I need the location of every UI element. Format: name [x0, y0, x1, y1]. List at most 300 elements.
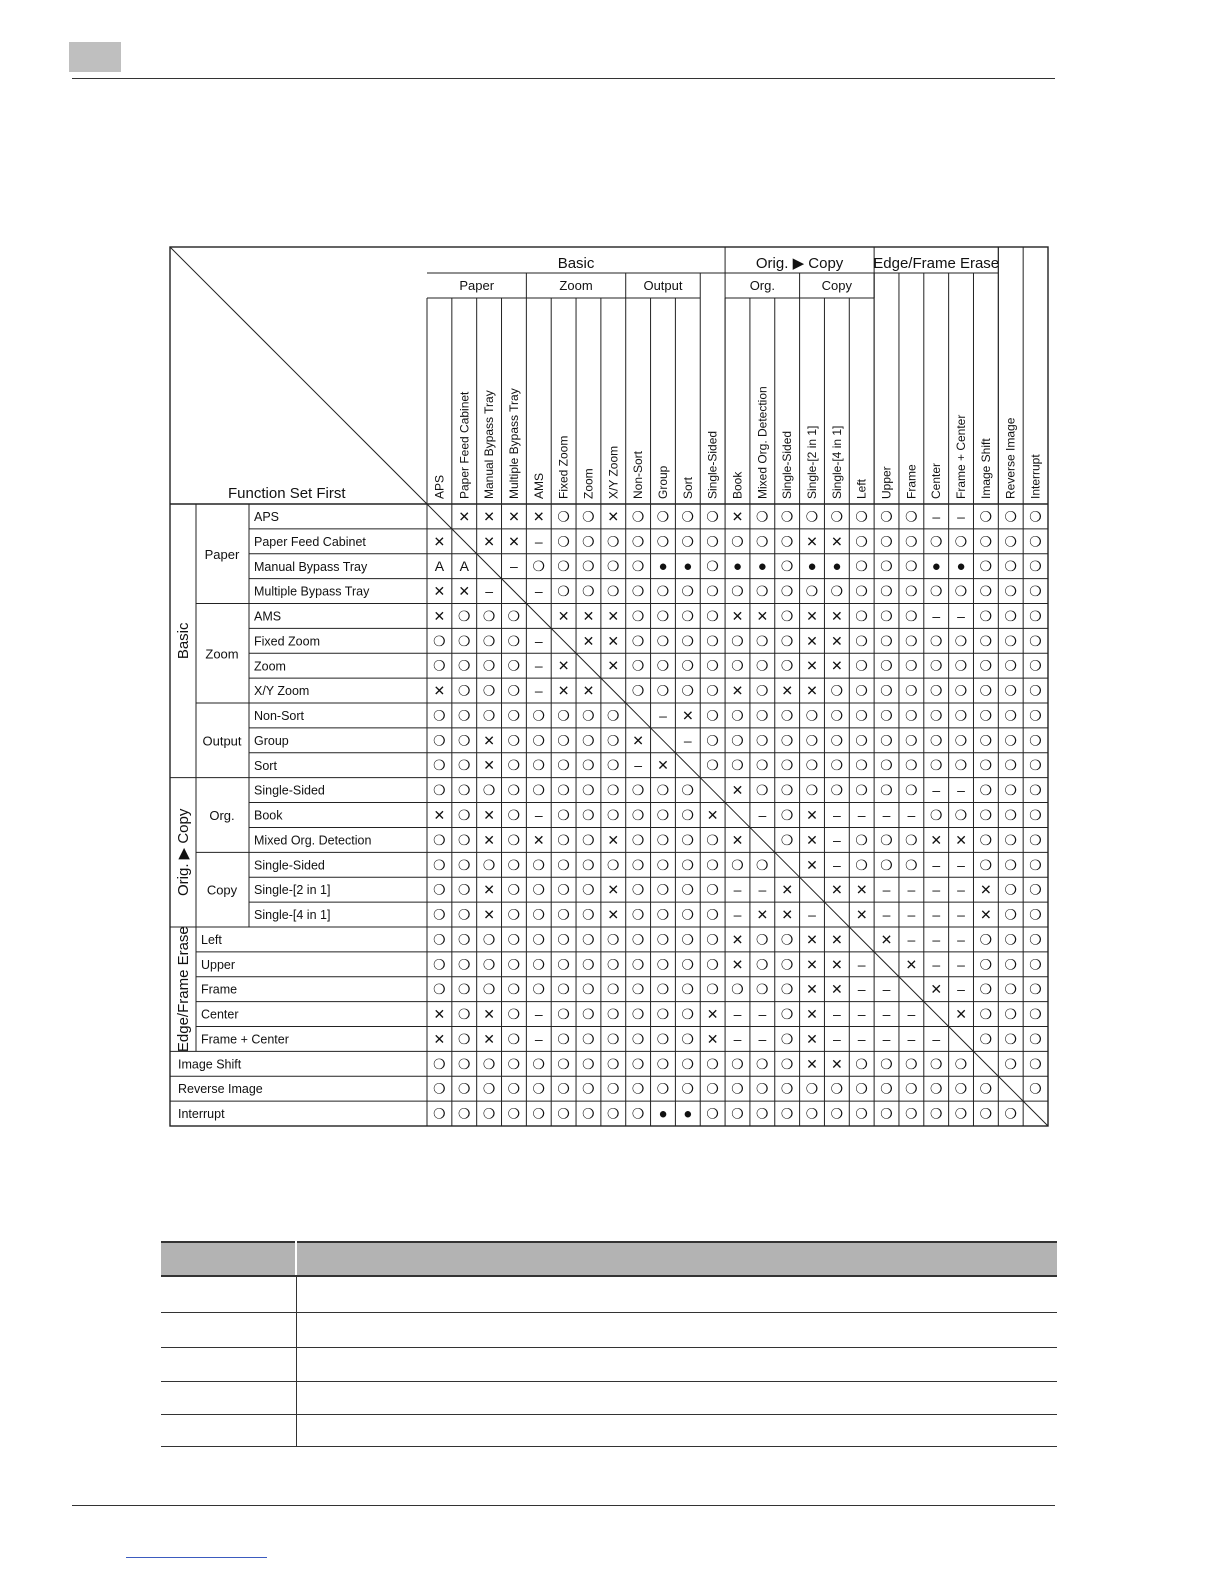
matrix-cell: ❍ — [979, 632, 993, 649]
matrix-cell: – — [534, 632, 543, 649]
matrix-cell: ❍ — [1029, 856, 1042, 873]
matrix-cell: ❍ — [905, 508, 918, 525]
column-header: Zoom — [581, 468, 596, 499]
matrix-cell: ✕ — [955, 831, 967, 848]
matrix-cell: ❍ — [954, 533, 968, 550]
matrix-cell: ❍ — [1004, 956, 1018, 973]
legend-row — [161, 1276, 1057, 1312]
matrix-cell: ✕ — [830, 533, 843, 550]
matrix-cell: ❍ — [805, 757, 819, 774]
matrix-cell: ❍ — [929, 757, 943, 774]
matrix-cell: ❍ — [756, 1055, 769, 1072]
matrix-cell: ❍ — [457, 632, 471, 649]
matrix-cell: ❍ — [905, 1105, 918, 1122]
column-header: Manual Bypass Tray — [482, 390, 497, 499]
matrix-cell: ❍ — [507, 1030, 521, 1047]
column-subgroup-label: Org. — [749, 278, 775, 293]
matrix-cell: ❍ — [780, 732, 794, 749]
matrix-cell: ❍ — [1004, 1105, 1018, 1122]
matrix-cell: ❍ — [929, 682, 943, 699]
matrix-cell: ❍ — [756, 632, 769, 649]
matrix-cell: ❍ — [855, 732, 868, 749]
matrix-cell: ❍ — [880, 533, 893, 550]
column-header: AMS — [531, 472, 546, 499]
row-label: Interrupt — [178, 1107, 225, 1122]
matrix-cell: ❍ — [433, 782, 446, 799]
column-header: Frame + Center — [954, 414, 969, 499]
matrix-cell: ❍ — [1029, 831, 1042, 848]
matrix-cell: ❍ — [582, 583, 595, 600]
matrix-cell: ❍ — [507, 757, 521, 774]
matrix-cell: ✕ — [905, 956, 918, 973]
matrix-cell: ❍ — [954, 632, 968, 649]
matrix-cell: – — [808, 906, 816, 923]
matrix-cell: ❍ — [1004, 856, 1018, 873]
matrix-cell: ❍ — [1029, 782, 1042, 799]
legend-header-row — [161, 1242, 1057, 1276]
matrix-cell: ❍ — [905, 533, 918, 550]
matrix-cell: ✕ — [607, 881, 620, 898]
row-label: Image Shift — [178, 1057, 242, 1072]
row-group-label: Edge/Frame Erase — [175, 926, 192, 1053]
matrix-cell: ❍ — [557, 583, 570, 600]
matrix-cell: ❍ — [1029, 1030, 1042, 1047]
row-label: Single-Sided — [254, 858, 325, 873]
matrix-cell: – — [907, 807, 916, 823]
matrix-cell: – — [534, 657, 543, 674]
matrix-cell: – — [758, 881, 767, 898]
matrix-cell: ❍ — [557, 956, 570, 973]
matrix-cell: ❍ — [482, 1080, 496, 1097]
row-label: Book — [254, 808, 283, 823]
matrix-cell: ❍ — [607, 956, 620, 973]
matrix-cell: ❍ — [780, 632, 794, 649]
matrix-cell: ❍ — [731, 1105, 744, 1122]
matrix-cell: ✕ — [433, 1006, 446, 1023]
matrix-cell: ❍ — [706, 757, 719, 774]
matrix-cell: ❍ — [532, 931, 546, 948]
matrix-cell: ✕ — [582, 632, 595, 649]
matrix-cell: ✕ — [980, 881, 992, 898]
matrix-cell: ❍ — [433, 856, 446, 873]
matrix-cell: ❍ — [780, 508, 794, 525]
cell-diagonal — [949, 1026, 974, 1051]
matrix-cell: ❍ — [1004, 707, 1018, 724]
cell-diagonal — [775, 852, 800, 877]
matrix-cell: ❍ — [1004, 906, 1018, 923]
matrix-cell: ❍ — [433, 831, 446, 848]
column-header: Fixed Zoom — [556, 435, 571, 499]
matrix-cell: ❍ — [1029, 558, 1042, 575]
matrix-cell: ✕ — [607, 831, 620, 848]
cell-diagonal — [998, 1076, 1023, 1101]
matrix-cell: ❍ — [607, 856, 620, 873]
matrix-cell: ❍ — [457, 1055, 471, 1072]
matrix-cell: ❍ — [433, 732, 446, 749]
matrix-cell: ❍ — [855, 782, 868, 799]
matrix-cell: ❍ — [979, 831, 993, 848]
matrix-cell: ❍ — [780, 981, 794, 998]
matrix-cell: – — [932, 782, 941, 799]
legend-row — [161, 1312, 1057, 1347]
row-label: APS — [254, 510, 280, 524]
matrix-cell: – — [932, 607, 941, 624]
matrix-cell: ❍ — [780, 1080, 794, 1097]
matrix-cell: ❍ — [681, 931, 695, 948]
matrix-cell: ❍ — [830, 732, 844, 749]
matrix-cell: ❍ — [731, 757, 744, 774]
matrix-cell: ● — [658, 558, 668, 576]
matrix-cell: ❍ — [681, 657, 695, 674]
matrix-cell: ✕ — [830, 931, 843, 948]
matrix-cell: – — [957, 607, 965, 624]
matrix-cell: ❍ — [780, 956, 794, 973]
matrix-cell: ❍ — [1004, 981, 1018, 998]
matrix-cell: ❍ — [780, 831, 794, 848]
matrix-cell: ❍ — [855, 1105, 868, 1122]
matrix-cell: ❍ — [681, 632, 695, 649]
matrix-cell: ❍ — [582, 757, 595, 774]
matrix-cell: ✕ — [433, 1030, 446, 1047]
matrix-cell: ❍ — [457, 1006, 471, 1023]
matrix-cell: ❍ — [532, 757, 546, 774]
matrix-cell: ❍ — [507, 1055, 521, 1072]
matrix-cell: ❍ — [607, 707, 620, 724]
matrix-cell: ✕ — [830, 1055, 843, 1072]
matrix-cell: ❍ — [780, 558, 794, 575]
matrix-cell: ❍ — [656, 583, 670, 600]
cell-diagonal — [651, 728, 676, 753]
matrix-cell: ❍ — [607, 1080, 620, 1097]
matrix-cell: ❍ — [607, 533, 620, 550]
matrix-cell: ❍ — [557, 1105, 570, 1122]
matrix-cell: ❍ — [954, 682, 968, 699]
matrix-cell: ✕ — [607, 508, 620, 525]
column-header: Single-Sided — [705, 430, 720, 499]
matrix-cell: ❍ — [706, 881, 719, 898]
cell-diagonal — [551, 628, 576, 653]
matrix-cell: ❍ — [929, 1105, 943, 1122]
matrix-cell: ❍ — [929, 732, 943, 749]
matrix-cell: ✕ — [855, 881, 868, 898]
matrix-cell: ❍ — [929, 1055, 943, 1072]
matrix-cell: ❍ — [532, 856, 546, 873]
matrix-cell: ✕ — [508, 508, 520, 525]
matrix-cell: ❍ — [631, 607, 645, 624]
cell-diagonal — [899, 977, 924, 1002]
matrix-cell: ❍ — [507, 707, 521, 724]
matrix-cell: ✕ — [756, 607, 769, 624]
matrix-cell: ❍ — [656, 682, 670, 699]
matrix-cell: – — [882, 881, 891, 898]
row-group-label: Orig. ▶ Copy — [175, 808, 192, 897]
matrix-cell: ❍ — [457, 657, 471, 674]
matrix-cell: ❍ — [880, 707, 893, 724]
matrix-cell: ❍ — [507, 1006, 521, 1023]
matrix-cell: ❍ — [880, 1080, 893, 1097]
matrix-cell: ❍ — [433, 757, 446, 774]
matrix-cell: – — [957, 782, 965, 799]
matrix-cell: ❍ — [1029, 956, 1042, 973]
matrix-cell: ❍ — [979, 607, 993, 624]
matrix-cell: ❍ — [582, 1105, 595, 1122]
matrix-cell: ✕ — [706, 1030, 719, 1047]
matrix-cell: ❍ — [631, 508, 645, 525]
matrix-cell: ❍ — [1029, 906, 1042, 923]
matrix-cell: ✕ — [706, 807, 719, 823]
matrix-cell: ✕ — [657, 757, 669, 774]
matrix-cell: ❍ — [706, 856, 719, 873]
matrix-cell: ❍ — [855, 682, 868, 699]
matrix-cell: – — [683, 732, 692, 749]
matrix-cell: ❍ — [855, 583, 868, 600]
matrix-cell: ❍ — [457, 682, 471, 699]
legend-row — [161, 1414, 1057, 1446]
column-subgroup-label: Zoom — [559, 278, 593, 293]
row-label: Single-Sided — [254, 783, 325, 798]
matrix-cell: ❍ — [631, 657, 645, 674]
matrix-cell: ❍ — [954, 657, 968, 674]
matrix-cell: ✕ — [731, 831, 744, 848]
row-label: Reverse Image — [178, 1082, 263, 1097]
matrix-cell: ❍ — [457, 757, 471, 774]
matrix-cell: ✕ — [483, 906, 495, 923]
matrix-cell: ✕ — [458, 508, 471, 525]
matrix-cell: ❍ — [507, 807, 521, 823]
matrix-cell: ❍ — [582, 732, 595, 749]
matrix-cell: ✕ — [855, 906, 868, 923]
matrix-cell: ✕ — [483, 1006, 495, 1023]
matrix-cell: ✕ — [731, 607, 744, 624]
matrix-cell: ❍ — [731, 533, 744, 550]
matrix-cell: ❍ — [979, 931, 993, 948]
matrix-cell: ❍ — [756, 981, 769, 998]
matrix-cell: ❍ — [855, 508, 868, 525]
legend-symbol — [161, 1276, 296, 1312]
matrix-cell: ❍ — [507, 831, 521, 848]
matrix-cell: ❍ — [656, 1080, 670, 1097]
matrix-cell: ❍ — [706, 707, 719, 724]
matrix-cell: ❍ — [731, 981, 744, 998]
matrix-cell: ❍ — [681, 682, 695, 699]
matrix-cell: ❍ — [631, 831, 645, 848]
matrix-cell: ❍ — [756, 682, 769, 699]
matrix-cell: ❍ — [830, 682, 844, 699]
matrix-cell: ❍ — [1004, 831, 1018, 848]
matrix-cell: ❍ — [780, 1105, 794, 1122]
matrix-cell: ❍ — [979, 956, 993, 973]
matrix-cell: – — [534, 682, 543, 699]
matrix-cell: ❍ — [656, 533, 670, 550]
matrix-cell: – — [907, 1030, 916, 1047]
matrix-cell: ❍ — [880, 657, 893, 674]
matrix-cell: ❍ — [905, 707, 918, 724]
matrix-cell: ❍ — [607, 1055, 620, 1072]
matrix-cell: ❍ — [731, 583, 744, 600]
matrix-cell: ❍ — [631, 782, 645, 799]
matrix-cell: ❍ — [855, 707, 868, 724]
matrix-cell: ❍ — [1004, 732, 1018, 749]
matrix-cell: ❍ — [805, 1105, 819, 1122]
matrix-cell: ✕ — [806, 1030, 818, 1047]
row-label: Single-[4 in 1] — [254, 908, 331, 923]
matrix-cell: ❍ — [681, 906, 695, 923]
matrix-cell: – — [857, 956, 866, 973]
matrix-cell: ❍ — [631, 881, 645, 898]
column-header: APS — [432, 474, 447, 499]
column-header: Single-[4 in 1] — [829, 425, 844, 499]
matrix-cell: ❍ — [482, 607, 496, 624]
matrix-cell: ✕ — [532, 831, 545, 848]
row-label: AMS — [254, 609, 282, 624]
matrix-cell: ✕ — [781, 682, 794, 699]
matrix-cell: ❍ — [979, 508, 993, 525]
matrix-cell: ✕ — [880, 931, 893, 948]
cell-diagonal — [700, 778, 725, 803]
matrix-cell: ❍ — [532, 881, 546, 898]
matrix-cell: ❍ — [457, 782, 471, 799]
matrix-cell: ❍ — [855, 831, 868, 848]
matrix-cell: – — [832, 807, 841, 823]
matrix-cell: ❍ — [532, 981, 546, 998]
matrix-cell: ❍ — [557, 782, 570, 799]
matrix-cell: ❍ — [830, 508, 844, 525]
matrix-cell: ❍ — [954, 757, 968, 774]
matrix-cell: ❍ — [805, 1080, 819, 1097]
matrix-cell: ❍ — [731, 856, 744, 873]
matrix-cell: ❍ — [1029, 657, 1042, 674]
matrix-cell: ❍ — [656, 657, 670, 674]
matrix-cell: ❍ — [656, 931, 670, 948]
matrix-cell: ❍ — [731, 632, 744, 649]
matrix-cell: ❍ — [880, 583, 893, 600]
row-subgroup-label: Output — [202, 733, 242, 749]
matrix-cell: ❍ — [979, 1080, 993, 1097]
matrix-cell: ❍ — [457, 707, 471, 724]
cell-diagonal — [576, 653, 601, 678]
matrix-cell: ✕ — [806, 807, 818, 823]
column-header: Left — [854, 478, 869, 499]
matrix-cell: ❍ — [607, 1030, 620, 1047]
matrix-cell: ❍ — [656, 906, 670, 923]
matrix-cell: ❍ — [979, 533, 993, 550]
matrix-cell: ✕ — [607, 632, 620, 649]
matrix-cell: – — [907, 1006, 916, 1023]
matrix-cell: ❍ — [532, 558, 546, 575]
matrix-cell: ✕ — [830, 632, 843, 649]
matrix-cell: ❍ — [582, 931, 595, 948]
matrix-cell: ❍ — [905, 607, 918, 624]
matrix-cell: ✕ — [955, 1006, 967, 1023]
matrix-cell: ❍ — [656, 831, 670, 848]
matrix-cell: ❍ — [656, 956, 670, 973]
matrix-cell: ❍ — [756, 956, 769, 973]
matrix-cell: ❍ — [731, 732, 744, 749]
matrix-cell: ❍ — [880, 782, 893, 799]
matrix-cell: – — [882, 981, 891, 998]
matrix-cell: ❍ — [681, 782, 695, 799]
matrix-cell: ✕ — [557, 682, 570, 699]
matrix-cell: ❍ — [631, 981, 645, 998]
matrix-cell: ❍ — [532, 1055, 546, 1072]
matrix-cell: ❍ — [457, 607, 471, 624]
matrix-cell: ✕ — [830, 881, 843, 898]
matrix-cell: ❍ — [656, 807, 670, 823]
cell-diagonal — [526, 604, 551, 629]
matrix-cell: ❍ — [656, 1030, 670, 1047]
matrix-cell: ❍ — [557, 1080, 570, 1097]
matrix-cell: ✕ — [756, 906, 769, 923]
legend-description — [296, 1347, 1057, 1381]
matrix-cell: – — [957, 981, 965, 998]
matrix-cell: ❍ — [830, 583, 844, 600]
matrix-cell: – — [932, 881, 941, 898]
legend-symbol — [161, 1414, 296, 1446]
matrix-cell: ✕ — [930, 981, 943, 998]
matrix-cell: ❍ — [631, 1006, 645, 1023]
matrix-cell: – — [733, 906, 742, 923]
matrix-cell: ❍ — [979, 1030, 993, 1047]
row-label: Sort — [254, 758, 277, 773]
matrix-cell: ❍ — [607, 1006, 620, 1023]
matrix-cell: – — [832, 856, 841, 873]
matrix-cell: ❍ — [507, 906, 521, 923]
matrix-cell: ❍ — [681, 956, 695, 973]
column-group-label: Basic — [557, 255, 595, 272]
matrix-cell: ❍ — [457, 881, 471, 898]
matrix-cell: ❍ — [706, 1055, 719, 1072]
matrix-cell: ❍ — [954, 1080, 968, 1097]
cell-diagonal — [1023, 1101, 1048, 1126]
matrix-cell: ❍ — [979, 856, 993, 873]
column-header: Paper Feed Cabinet — [457, 391, 472, 499]
matrix-cell: ❍ — [557, 757, 570, 774]
matrix-cell: ❍ — [457, 831, 471, 848]
matrix-cell: ❍ — [756, 1105, 769, 1122]
matrix-cell: ❍ — [905, 583, 918, 600]
matrix-cell: ❍ — [507, 1105, 521, 1122]
matrix-cell: ✕ — [806, 632, 818, 649]
matrix-cell: ❍ — [756, 583, 769, 600]
matrix-cell: ✕ — [830, 981, 843, 998]
matrix-cell: ❍ — [756, 707, 769, 724]
matrix-cell: ❍ — [1029, 682, 1042, 699]
matrix-cell: – — [957, 856, 965, 873]
matrix-cell: ✕ — [781, 881, 794, 898]
column-header: Upper — [879, 466, 894, 499]
matrix-cell: ❍ — [1029, 881, 1042, 898]
column-group-label: Orig. ▶ Copy — [755, 255, 844, 272]
matrix-cell: ✕ — [433, 533, 446, 550]
matrix-cell: ❍ — [855, 1055, 868, 1072]
matrix-cell: ❍ — [805, 583, 819, 600]
matrix-cell: ❍ — [557, 533, 570, 550]
cell-diagonal — [452, 529, 477, 554]
matrix-cell: ❍ — [1029, 757, 1042, 774]
matrix-cell: ❍ — [457, 1105, 471, 1122]
matrix-cell: ❍ — [582, 1080, 595, 1097]
matrix-cell: – — [857, 1006, 866, 1023]
matrix-cell: ● — [757, 558, 767, 576]
matrix-cell: – — [907, 906, 916, 923]
matrix-cell: ❍ — [1004, 632, 1018, 649]
matrix-cell: ❍ — [706, 657, 719, 674]
matrix-cell: ❍ — [631, 956, 645, 973]
matrix-cell: – — [932, 956, 941, 973]
matrix-cell: ❍ — [457, 981, 471, 998]
matrix-cell: – — [882, 906, 891, 923]
row-label: Left — [201, 932, 222, 947]
